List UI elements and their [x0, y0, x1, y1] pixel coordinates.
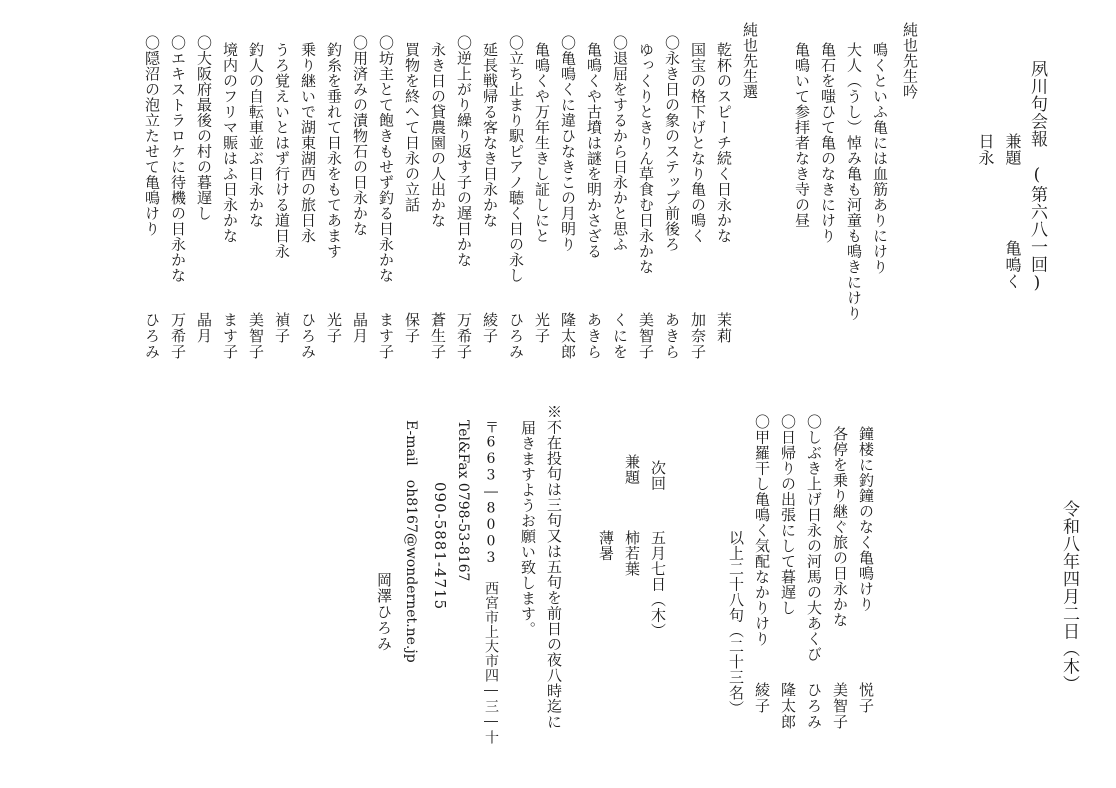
selected-haiku: 〇永き日の象のステップ前後ろ [663, 35, 681, 252]
haiku-author: 美智子 [247, 312, 265, 360]
selected-haiku: 〇用済みの漬物石の日永かな [351, 35, 369, 237]
selected-haiku: うろ覚えいとはず行ける道日永 [273, 42, 291, 259]
haiku-author: 隆太郎 [559, 312, 577, 360]
selected-haiku: 乗り継いで湖東湖西の旅日永 [299, 42, 317, 244]
haiku-author: ます子 [377, 312, 395, 360]
haiku-author: 加奈子 [689, 312, 707, 360]
haiku-author: 茉莉 [715, 312, 733, 344]
sensei-haiku: 大人（うし）悼み亀も河童も鳴きにけり [845, 42, 863, 321]
email-address[interactable]: E-mail oh8167@wondernet.ne.jp [403, 420, 419, 663]
sensei-haiku: 亀鳴いて参拝者なき寺の昼 [793, 42, 811, 228]
haiku-author: 禎子 [273, 312, 291, 344]
selected-haiku: 境内のフリマ賑はふ日永かな [221, 42, 239, 244]
haiku-author: あきら [585, 312, 603, 360]
haiku-author: 保子 [403, 312, 421, 344]
haiku-author: 蒼生子 [429, 312, 447, 360]
next-kendai-1: 柿若葉 [623, 530, 641, 577]
postal-address: 〒663―8003 西宮市上大市四―三―十 [483, 420, 499, 745]
haiku-author: 万希子 [169, 312, 187, 360]
next-kendai-2: 薄暑 [597, 530, 615, 561]
haiku-author: ひろみ [143, 312, 161, 360]
selected-haiku: 釣人の自転車並ぶ日永かな [247, 42, 265, 228]
haiku-author: あきら [663, 312, 681, 360]
selected-haiku: 永き日の貸農園の人出かな [429, 42, 447, 228]
absentee-notice-cont: 届きますようお願い致します。 [519, 420, 537, 637]
selected-haiku: 〇逆上がり繰り返す子の遅日かな [455, 35, 473, 268]
issue-date: 令和八年四月二日（木） [1059, 500, 1079, 693]
haiku-author: ひろみ [299, 312, 317, 360]
selected-haiku: 〇退屈をするから日永かと思ふ [611, 35, 629, 252]
selected-haiku: 〇日帰りの出張にして暮遅し [779, 414, 797, 616]
selected-haiku: 〇亀鳴くに違ひなきこの月明り [559, 35, 577, 252]
selected-haiku: 国宝の格下げとなり亀の鳴く [689, 42, 707, 244]
selected-haiku: ゆっくりときりん草食む日永かな [637, 42, 655, 275]
kendai-theme-1: 亀鳴く [1003, 240, 1022, 290]
summary-count: 以上二十八句（二十三名） [727, 530, 745, 716]
selected-haiku: 鐘楼に釣鐘のなく亀鳴けり [857, 426, 875, 612]
selected-haiku: 亀鳴くや万年生きし証しにと [533, 42, 551, 244]
sensei-haiku: 亀石を嗤ひて亀のなきにけり [819, 42, 837, 244]
next-meeting-date: 五月七日（木） [649, 530, 667, 639]
tel-fax: Tel&Fax 0798-53-8167 [455, 420, 471, 582]
selected-haiku: 各停を乗り継ぐ旅の日永かな [831, 426, 849, 628]
haiku-author: 万希子 [455, 312, 473, 360]
selected-haiku: 〇隠沼の泡立たせて亀鳴けり [143, 35, 161, 237]
selected-haiku: 〇エキストラロケに待機の日永かな [169, 35, 187, 283]
kendai-label: 兼題 [1003, 133, 1022, 166]
sensei-haiku: 鳴くといふ亀には血筋ありにけり [871, 42, 889, 275]
haiku-author: 隆太郎 [779, 682, 797, 730]
haiku-author: くにを [611, 312, 629, 360]
haiku-author: ひろみ [507, 312, 525, 360]
selected-haiku: 〇大阪府最後の村の暮遅し [195, 35, 213, 221]
absentee-notice: ※不在投句は三句又は五句を前日の夜八時迄に [545, 404, 563, 730]
selected-haiku: 〇甲羅干し亀鳴く気配なかりけり [753, 414, 771, 647]
haiku-author: 美智子 [637, 312, 655, 360]
selected-haiku: 〇坊主とて飽きもせず釣る日永かな [377, 35, 395, 283]
selected-haiku: 〇立ち止まり駅ピアノ聴く日の永し [507, 35, 525, 283]
mobile-number: 090-5881-4715 [431, 482, 449, 611]
sensei-sen-heading: 純也先生選 [741, 22, 759, 100]
haiku-author: 光子 [325, 312, 343, 344]
selected-haiku: 釣糸を垂れて日永をもてあます [325, 42, 343, 259]
kendai-theme-2: 日永 [976, 133, 995, 166]
haiku-author: 美智子 [831, 682, 849, 730]
haiku-author: 光子 [533, 312, 551, 344]
sensei-gin-heading: 純也先生吟 [901, 22, 919, 100]
haiku-author: 綾子 [481, 312, 499, 344]
selected-haiku: 亀鳴くや古墳は謎を明かさざる [585, 42, 603, 259]
haiku-author: 晶月 [351, 312, 369, 344]
haiku-author: 晶月 [195, 312, 213, 344]
editor-name: 岡澤ひろみ [375, 572, 393, 652]
next-kendai-label: 兼題 [623, 454, 641, 485]
selected-haiku: 〇しぶき上げ日永の河馬の大あくび [805, 414, 823, 662]
selected-haiku: 買物を終へて日永の立話 [403, 42, 421, 213]
haiku-author: ひろみ [805, 682, 823, 730]
newsletter-title: 夙川句会報 (第六八一回) [1027, 60, 1047, 294]
haiku-author: ます子 [221, 312, 239, 360]
next-meeting-label: 次回 [649, 460, 667, 491]
selected-haiku: 延長戦帰る客なき日永かな [481, 42, 499, 228]
haiku-author: 綾子 [753, 682, 771, 714]
selected-haiku: 乾杯のスピーチ続く日永かな [715, 42, 733, 244]
haiku-author: 悦子 [857, 682, 875, 714]
